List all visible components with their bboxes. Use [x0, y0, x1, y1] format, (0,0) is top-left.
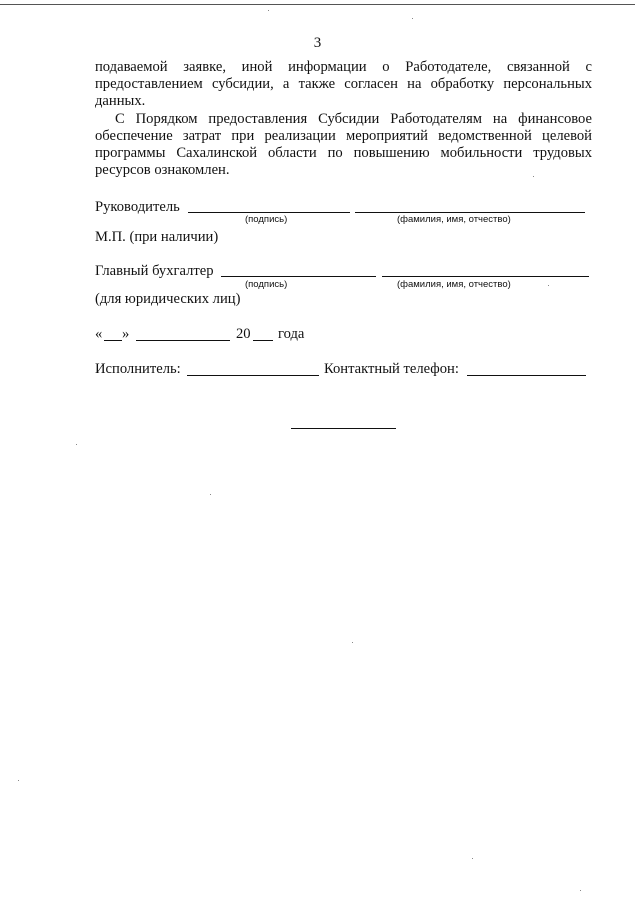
- executor-line[interactable]: [187, 375, 319, 376]
- scan-speck: [18, 780, 19, 781]
- accountant-signature-caption: (подпись): [245, 279, 288, 290]
- date-day-line[interactable]: [104, 340, 122, 341]
- phone-line[interactable]: [467, 375, 586, 376]
- scan-speck: [548, 285, 549, 286]
- end-of-document-rule: [291, 428, 396, 429]
- director-name-line[interactable]: [355, 212, 585, 213]
- scan-speck: [472, 858, 473, 859]
- stamp-label: М.П. (при наличии): [95, 229, 219, 245]
- legal-entities-note: (для юридических лиц): [95, 291, 241, 307]
- scan-speck: [412, 18, 413, 19]
- accountant-name-line[interactable]: [382, 276, 589, 277]
- date-suffix: года: [278, 326, 305, 342]
- director-signature-caption: (подпись): [245, 214, 288, 225]
- date-century: 20: [236, 326, 251, 342]
- phone-label: Контактный телефон:: [324, 361, 459, 377]
- page-number: 3: [313, 35, 322, 51]
- director-name-caption: (фамилия, имя, отчество): [397, 214, 511, 225]
- date-year-line[interactable]: [253, 340, 273, 341]
- paragraph-consent: подаваемой заявке, иной информации о Работодателе, связанной с предоставлением субсидии, а также согласен на обработку персональных данных.: [95, 59, 592, 109]
- paragraph-procedure: С Порядком предоставления Субсидии Работодателям на финансовое обеспечение затрат при реализации мероприятий ведомственной целевой программы Сахалинской области по повышению мобильности трудовых ресурсов ознакомлен.: [95, 111, 592, 178]
- date-open-quote: «: [95, 326, 103, 342]
- accountant-label: Главный бухгалтер: [95, 263, 214, 279]
- scan-speck: [533, 176, 534, 177]
- director-signature-line[interactable]: [188, 212, 350, 213]
- date-close-quote: »: [122, 326, 130, 342]
- top-border-line: [0, 4, 635, 5]
- date-month-line[interactable]: [136, 340, 230, 341]
- scan-speck: [210, 494, 211, 495]
- accountant-name-caption: (фамилия, имя, отчество): [397, 279, 511, 290]
- accountant-signature-line[interactable]: [221, 276, 376, 277]
- scan-speck: [76, 444, 77, 445]
- scan-speck: [352, 642, 353, 643]
- scan-speck: [268, 10, 269, 11]
- director-label: Руководитель: [95, 199, 180, 215]
- scan-speck: [580, 890, 581, 891]
- executor-label: Исполнитель:: [95, 361, 181, 377]
